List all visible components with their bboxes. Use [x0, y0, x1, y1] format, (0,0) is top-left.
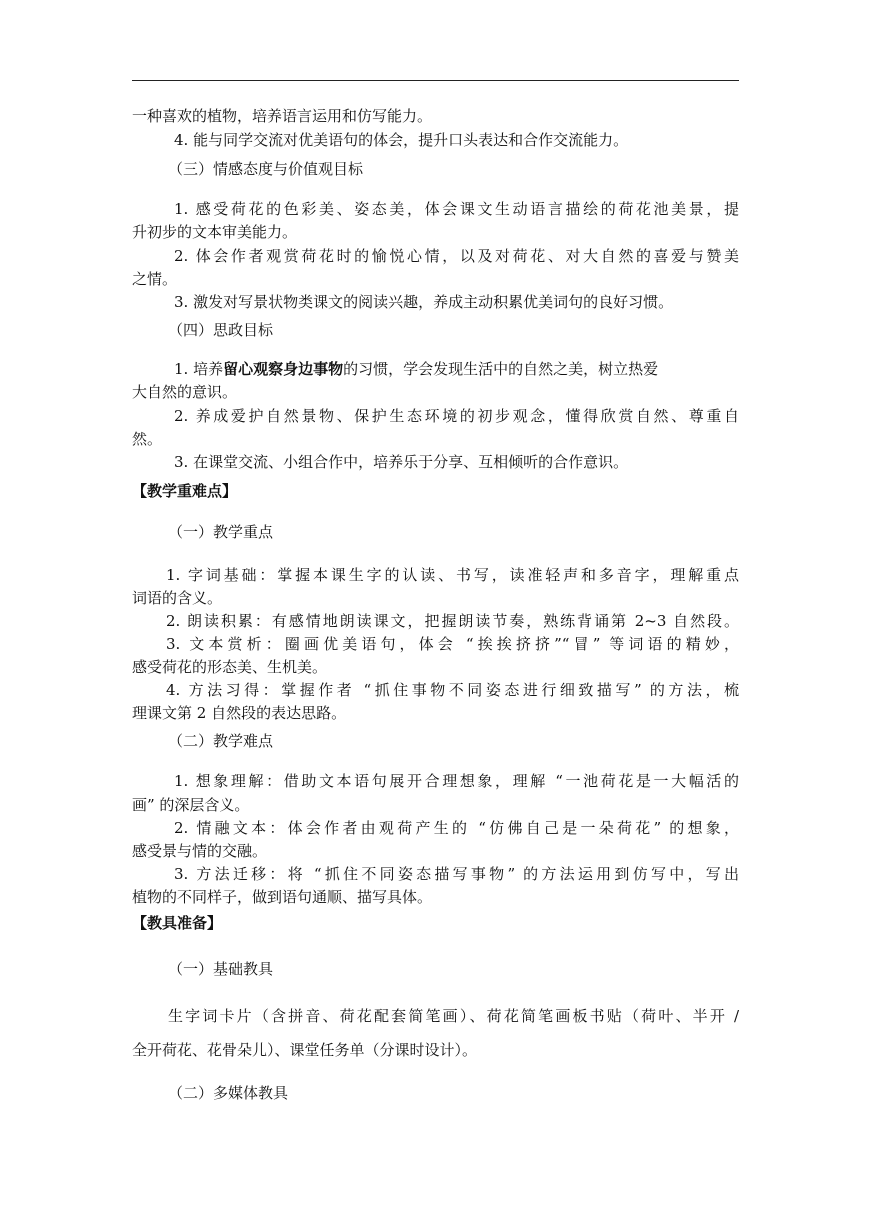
paragraph-line: 画” 的深层含义。: [132, 796, 250, 814]
paragraph-line: 升初步的文本审美能力。: [132, 223, 298, 241]
paragraph-line: 2. 情融文本：体会作者由观荷产生的 “仿佛自己是一朵荷花” 的想象，: [174, 819, 739, 837]
paragraph-line: 1. 感受荷花的色彩美、姿态美，体会课文生动语言描绘的荷花池美景，提: [174, 200, 739, 218]
paragraph-line: 2. 朗读积累：有感情地朗读课文，把握朗读节奏，熟练背诵第 2~3 自然段。: [166, 612, 739, 630]
paragraph-line: 之情。: [132, 270, 178, 288]
section-heading: （二）多媒体教具: [168, 1084, 289, 1102]
paragraph-line: 然。: [132, 430, 163, 448]
paragraph-text: 的习惯，学会发现生活中的自然之美，树立热爱: [343, 360, 659, 378]
section-heading: （四）思政目标: [168, 321, 274, 339]
paragraph-line: 植物的不同样子，做到语句通顺、描写具体。: [132, 888, 433, 906]
paragraph-text: 1. 培养: [174, 360, 224, 378]
emphasis-text: 留心观察身边事物: [223, 360, 344, 378]
section-heading: （三）情感态度与价值观目标: [168, 160, 364, 178]
section-heading: （一）教学重点: [168, 523, 274, 541]
paragraph-line: 感受荷花的形态美、生机美。: [132, 658, 328, 676]
paragraph-line: 大自然的意识。: [132, 383, 238, 401]
paragraph-line: 4. 方法习得：掌握作者 “抓住事物不同姿态进行细致描写” 的方法，梳: [166, 681, 739, 699]
paragraph-line: 3. 在课堂交流、小组合作中，培养乐于分享、互相倾听的合作意识。: [174, 453, 629, 471]
section-title: 【教学重难点】: [132, 482, 238, 500]
paragraph-line: 3. 激发对写景状物类课文的阅读兴趣，养成主动积累优美词句的良好习惯。: [174, 293, 674, 311]
paragraph-line: 理课文第 2 自然段的表达思路。: [132, 704, 347, 722]
paragraph-line: 1. 想象理解：借助文本语句展开合理想象，理解 “一池荷花是一大幅活的: [174, 772, 739, 790]
paragraph-line: 生字词卡片（含拼音、荷花配套简笔画）、荷花简笔画板书贴（荷叶、半开 /: [168, 1007, 739, 1025]
paragraph-line: 2. 体会作者观赏荷花时的愉悦心情，以及对荷花、对大自然的喜爱与赞美: [174, 247, 739, 265]
header-rule: [132, 80, 739, 81]
section-heading: （二）教学难点: [168, 732, 274, 750]
section-heading: （一）基础教具: [168, 960, 274, 978]
paragraph-line: [174, 359, 739, 379]
paragraph-line: 词语的含义。: [132, 589, 223, 607]
section-title: 【教具准备】: [132, 914, 223, 932]
paragraph-line: 3. 方法迁移：将 “抓住不同姿态描写事物” 的方法运用到仿写中，写出: [174, 865, 739, 883]
paragraph-line: 1. 字词基础：掌握本课生字的认读、书写，读准轻声和多音字，理解重点: [166, 566, 739, 584]
paragraph-line: 2. 养成爱护自然景物、保护生态环境的初步观念，懂得欣赏自然、尊重自: [174, 407, 739, 425]
paragraph-line: 全开荷花、花骨朵儿）、课堂任务单（分课时设计）。: [132, 1041, 478, 1059]
paragraph-line: 3. 文本赏析：圈画优美语句，体会 “挨挨挤挤”“冒” 等词语的精妙，: [166, 635, 739, 653]
paragraph-line: 感受景与情的交融。: [132, 842, 268, 860]
paragraph-line: 4. 能与同学交流对优美语句的体会，提升口头表达和合作交流能力。: [174, 131, 629, 149]
paragraph-line: 一种喜欢的植物，培养语言运用和仿写能力。: [132, 107, 433, 125]
